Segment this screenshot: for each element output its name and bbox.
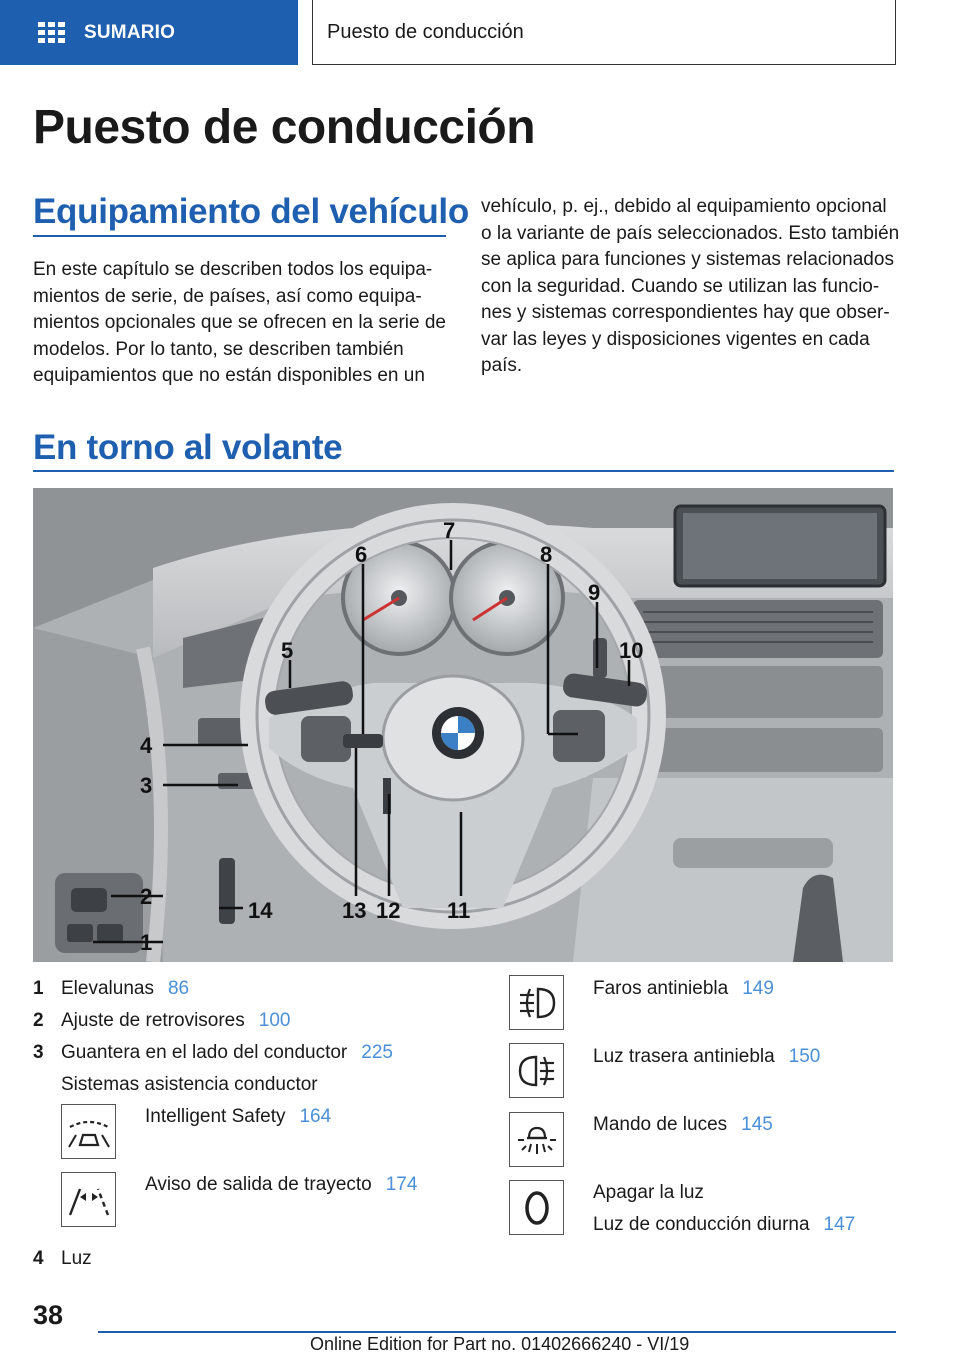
page-number: 38 xyxy=(33,1300,64,1330)
text-line: equipamientos que no están disponibles en un xyxy=(33,365,425,386)
callout-6: 6 xyxy=(355,542,368,567)
legend-num: 3 xyxy=(33,1042,44,1063)
legend-label: Aviso de salida de trayecto xyxy=(145,1174,372,1195)
page-title: Puesto de conducción xyxy=(33,101,536,154)
toc-label: SUMARIO xyxy=(84,21,176,43)
legend-label: Luz trasera antiniebla xyxy=(593,1046,775,1067)
legend-label: Ajuste de retrovisores xyxy=(61,1010,245,1031)
legend-label: Luz de conducción diurna xyxy=(593,1214,810,1235)
intro-column-2 xyxy=(481,194,901,380)
legend-label: Elevalunas xyxy=(61,978,154,999)
toc-button[interactable] xyxy=(0,0,298,65)
legend-item-front-fog xyxy=(593,978,774,1000)
section-breadcrumb[interactable] xyxy=(312,0,896,65)
callout-7: 7 xyxy=(443,518,456,543)
legend-num: 2 xyxy=(33,1010,44,1031)
text-line: mientos de serie, de países, así como equipa- xyxy=(33,285,422,307)
section-heading-equipment: Equipamiento del vehículo xyxy=(33,192,469,231)
text-line: mientos opcionales que se ofrecen en la serie de xyxy=(33,312,446,333)
callout-10: 10 xyxy=(619,638,644,663)
legend-label: Guantera en el lado del conductor xyxy=(61,1042,348,1063)
cockpit-drawing xyxy=(33,488,893,962)
text-line: nes y sistemas correspondientes hay que obser- xyxy=(481,302,890,323)
text-line: En este capítulo se describen todos los equipa- xyxy=(33,259,433,280)
callout-8: 8 xyxy=(540,542,553,567)
legend-item-luz: Luz xyxy=(61,1248,92,1269)
zero-icon xyxy=(509,1180,564,1235)
callout-11: 11 xyxy=(447,898,471,923)
callout-9: 9 xyxy=(588,580,601,605)
page-link[interactable]: 225 xyxy=(361,1042,393,1063)
intelligent-safety-icon xyxy=(61,1104,116,1159)
legend-item-guantera xyxy=(61,1042,393,1064)
callout-2: 2 xyxy=(140,884,153,909)
text-line: o la variante de país seleccionados. Esto también xyxy=(481,222,900,244)
callout-4: 4 xyxy=(140,733,153,758)
text-line: se aplica para funciones y sistemas relacionados xyxy=(481,249,894,270)
legend-label: Faros antiniebla xyxy=(593,978,729,999)
legend-item-intelligent-safety xyxy=(145,1106,331,1128)
page-link[interactable]: 145 xyxy=(741,1114,773,1135)
footer-rule xyxy=(98,1331,896,1333)
light-control-icon xyxy=(509,1112,564,1167)
page-link[interactable]: 164 xyxy=(299,1106,332,1127)
callout-13: 13 xyxy=(342,898,367,923)
legend-label: Intelligent Safety xyxy=(145,1106,286,1127)
callout-14: 14 xyxy=(248,898,273,923)
legend-item-elevalunas xyxy=(61,978,189,1000)
legend-item-lane-departure xyxy=(145,1174,417,1196)
text-line: var las leyes y disposiciones vigentes en cada xyxy=(481,328,870,350)
cockpit-illustration xyxy=(33,488,893,962)
section-label: Puesto de conducción xyxy=(327,20,524,43)
page-link[interactable]: 149 xyxy=(742,978,774,999)
callout-5: 5 xyxy=(281,638,294,663)
text-line: vehículo, p. ej., debido al equipamiento opcional xyxy=(481,196,887,217)
legend-item-rear-fog xyxy=(593,1046,820,1068)
legend-num: 1 xyxy=(33,978,44,999)
rear-fog-icon xyxy=(509,1043,564,1098)
page-link[interactable]: 86 xyxy=(167,978,190,999)
intro-column-1 xyxy=(33,257,453,390)
legend-item-retrovisores xyxy=(61,1010,290,1032)
section-heading-steering: En torno al volante xyxy=(33,428,343,467)
legend-num: 4 xyxy=(33,1248,44,1269)
page-link[interactable]: 147 xyxy=(823,1214,856,1235)
page-link[interactable]: 174 xyxy=(385,1174,418,1195)
callout-3: 3 xyxy=(140,773,153,798)
lane-departure-icon xyxy=(61,1172,116,1227)
text-line: modelos. Por lo tanto, se describen también xyxy=(33,338,404,360)
legend-item-daytime-lights xyxy=(593,1214,855,1236)
legend-label: Mando de luces xyxy=(593,1114,728,1135)
grid-menu-icon xyxy=(38,22,66,44)
page-link[interactable]: 150 xyxy=(788,1046,821,1067)
callout-1: 1 xyxy=(140,930,153,955)
edition-footer: Online Edition for Part no. 01402666240 - VI/19 xyxy=(310,1334,690,1354)
callout-12: 12 xyxy=(376,898,401,923)
heading-rule xyxy=(33,235,446,237)
legend-item-light-control xyxy=(593,1114,773,1136)
front-fog-icon xyxy=(509,975,564,1030)
legend-item-lights-off: Apagar la luz xyxy=(593,1182,704,1203)
text-line: con la seguridad. Cuando se utilizan las funcio- xyxy=(481,275,880,297)
heading-rule xyxy=(33,470,894,472)
text-line: país. xyxy=(481,355,523,376)
page-link[interactable]: 100 xyxy=(258,1010,291,1031)
legend-subheading: Sistemas asistencia conductor xyxy=(61,1074,318,1095)
